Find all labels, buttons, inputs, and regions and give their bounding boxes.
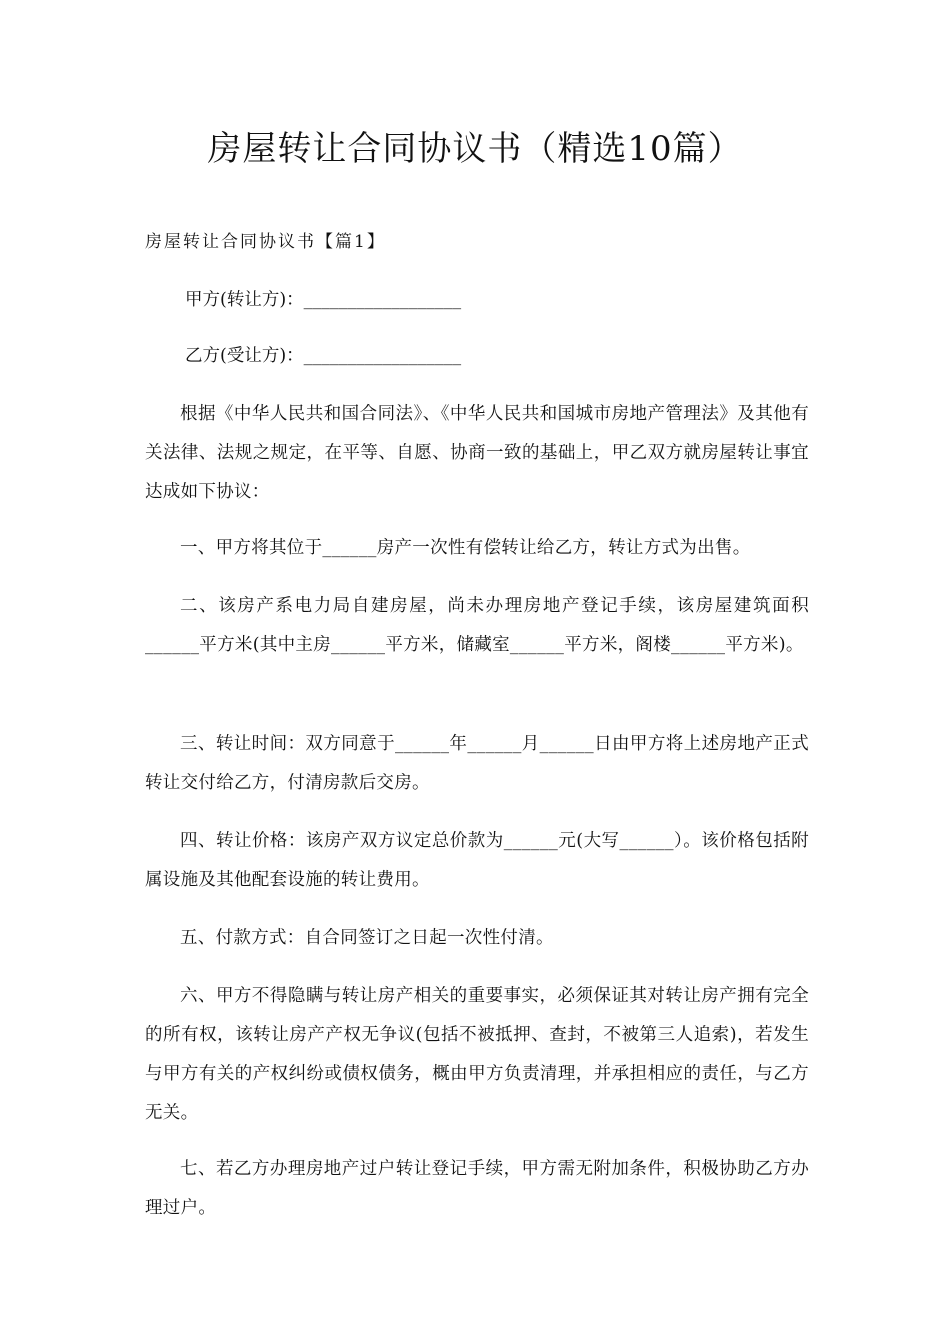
paragraph-clause-4: 四、转让价格：该房产双方议定总价款为______元(大写______）。该价格包括附属设施及其他配套设施的转让费用。 bbox=[145, 831, 809, 890]
party-b-line: 乙方(受让方)：__________________ bbox=[185, 346, 462, 366]
paragraph-clause-6: 六、甲方不得隐瞒与转让房产相关的重要事实，必须保证其对转让房产拥有完全的所有权，该转让房产产权无争议(包括不被抵押、查封，不被第三人追索)，若发生与甲方有关的产权纠纷或债权债务，概由甲方负责清理，并承担相应的责任，与乙方无关。 bbox=[145, 986, 809, 1123]
document-title: 房屋转让合同协议书（精选10篇） bbox=[207, 129, 743, 169]
section-heading: 房屋转让合同协议书【篇1】 bbox=[145, 232, 386, 252]
paragraph-clause-1: 一、甲方将其位于______房产一次性有偿转让给乙方，转让方式为出售。 bbox=[180, 538, 751, 558]
paragraph-clause-3: 三、转让时间：双方同意于______年______月______日由甲方将上述房地产正式转让交付给乙方，付清房款后交房。 bbox=[145, 734, 809, 793]
paragraph-clause-2: 二、该房产系电力局自建房屋，尚未办理房地产登记手续，该房屋建筑面积______平方米(其中主房______平方米，储藏室______平方米，阁楼______平方米)。 bbox=[145, 596, 809, 655]
paragraph-clause-5: 五、付款方式：自合同签订之日起一次性付清。 bbox=[180, 928, 554, 948]
paragraph-preamble: 根据《中华人民共和国合同法》、《中华人民共和国城市房地产管理法》及其他有关法律、法规之规定，在平等、自愿、协商一致的基础上，甲乙双方就房屋转让事宜达成如下协议： bbox=[145, 404, 809, 502]
party-a-line: 甲方(转让方)：__________________ bbox=[185, 290, 462, 310]
paragraph-clause-7: 七、若乙方办理房地产过户转让登记手续，甲方需无附加条件，积极协助乙方办理过户。 bbox=[145, 1159, 809, 1218]
